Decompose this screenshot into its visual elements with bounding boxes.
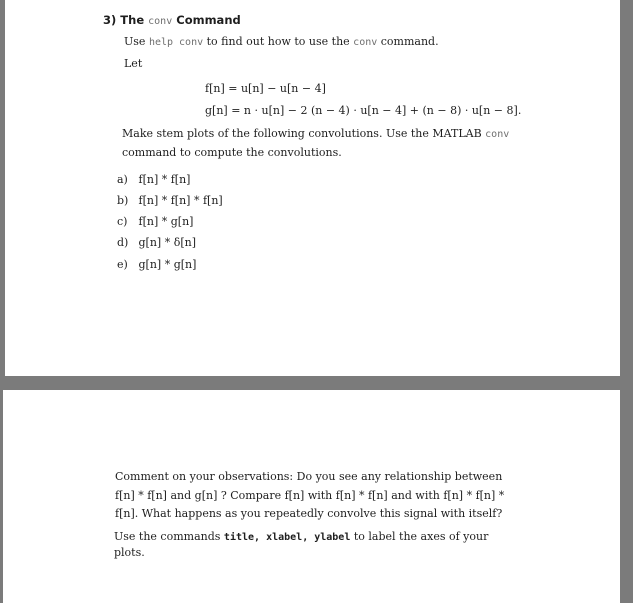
item-label: c) (117, 215, 128, 228)
use-commands-suffix: to label the axes of your plots. (114, 530, 489, 559)
list-item (117, 194, 223, 207)
let-label: Let (124, 57, 143, 70)
list-item (117, 236, 196, 249)
comment-paragraph: Comment on your observations: Do you see any relationship between f[n] * f[n] and g[n] ? Compare f[n] with f[n] * f[n] and with f[n] * f[n] * f[n]. What happens as you repeatedly convolve this signal with itself? (115, 470, 505, 520)
item-expression: f[n] * f[n] * f[n] (138, 194, 223, 207)
item-expression: f[n] * g[n] (138, 215, 194, 228)
problem-number: 3) (103, 13, 117, 27)
item-label: e) (117, 258, 128, 271)
list-item (117, 215, 193, 228)
use-text-3: command. (380, 35, 439, 48)
document-page-1 (5, 0, 620, 376)
help-conv-code: help conv (148, 37, 204, 48)
equation-g: g[n] = n · u[n] − 2 (n − 4) · u[n − 4] + (n − 8) · u[n − 8]. (205, 104, 522, 117)
item-expression: g[n] * δ[n] (138, 236, 196, 249)
item-label: b) (117, 194, 129, 207)
use-text-2: to find out how to use the (206, 35, 350, 48)
stem-plot-instruction-line-2: command to compute the convolutions. (122, 146, 342, 159)
heading-suffix: Command (176, 13, 241, 27)
item-expression: g[n] * g[n] (138, 258, 197, 271)
item-expression: f[n] * f[n] (138, 173, 191, 186)
item-label: d) (117, 236, 129, 249)
conv-code: conv (353, 37, 378, 48)
use-text-1: Use (124, 35, 146, 48)
label-commands-paragraph (114, 529, 514, 560)
stem-plot-instruction-line-1 (122, 127, 509, 140)
item-label: a) (117, 173, 128, 186)
make-conv-code: conv (485, 129, 510, 140)
heading-code: conv (148, 16, 173, 27)
document-page-2 (3, 390, 620, 603)
problem-heading (103, 13, 241, 27)
list-item (117, 258, 196, 271)
make-text-1: Make stem plots of the following convolutions. Use the MATLAB (122, 127, 482, 140)
commands-list-code: title, xlabel, ylabel (223, 532, 351, 543)
heading-prefix: The (120, 13, 145, 27)
use-commands-prefix: Use the commands (114, 530, 221, 543)
list-item (117, 173, 190, 186)
equation-f: f[n] = u[n] − u[n − 4] (205, 82, 326, 95)
use-help-instruction (124, 35, 439, 48)
